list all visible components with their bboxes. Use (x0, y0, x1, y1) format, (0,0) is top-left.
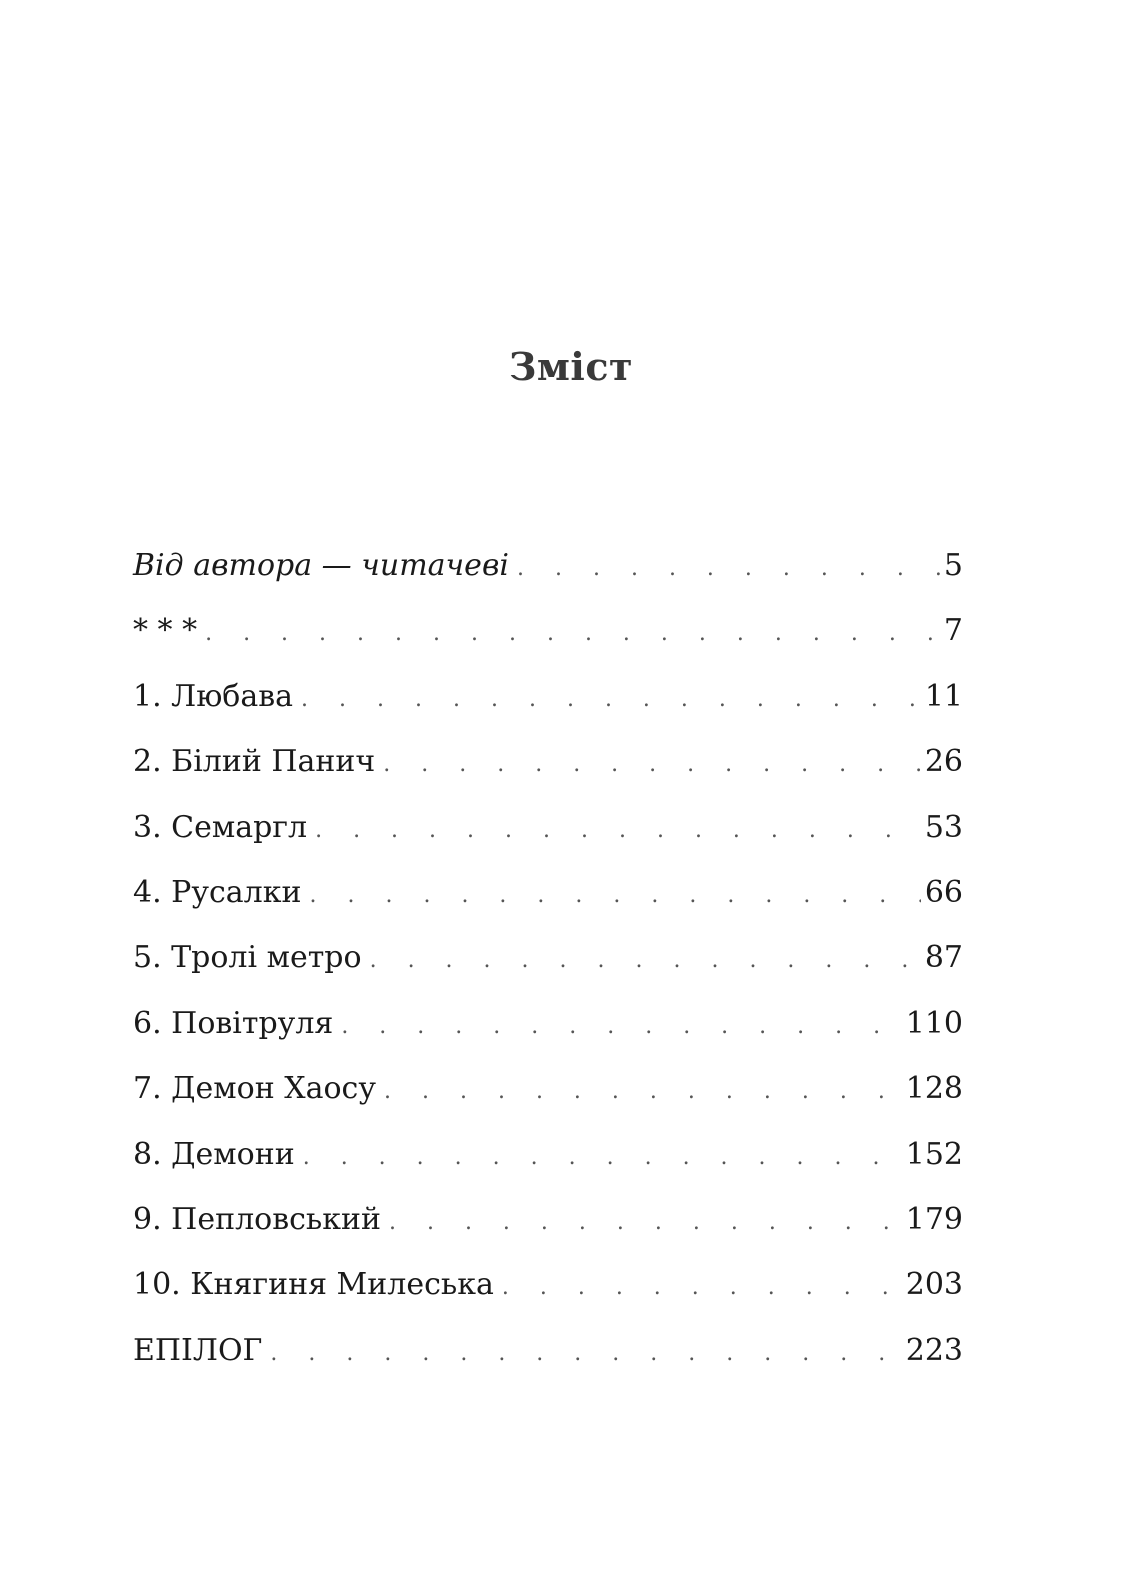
toc-entry-label: * * * (133, 613, 198, 649)
toc-entry-chapter-6[interactable] (133, 1006, 963, 1071)
toc-entry-page: 66 (924, 874, 963, 910)
toc-entry-page: 152 (905, 1136, 963, 1172)
toc-entry-page: 7 (943, 613, 963, 649)
toc-entry-page: 26 (924, 744, 963, 780)
toc-entry-page: 203 (905, 1267, 963, 1303)
toc-entry-page: 223 (905, 1332, 963, 1368)
toc-entry-page: 87 (924, 940, 963, 976)
toc-entry-epilogue[interactable] (133, 1333, 963, 1398)
toc-entry-page: 128 (905, 1071, 963, 1107)
toc-entry-page: 5 (943, 548, 963, 583)
dot-leader (303, 1145, 902, 1171)
toc-entry-label: Від автора — читачеві (133, 548, 509, 583)
dot-leader (383, 752, 921, 778)
toc-entry-page: 110 (905, 1005, 963, 1041)
toc-entry-label: 8. Демони (133, 1136, 295, 1172)
toc-entry-chapter-8[interactable] (133, 1137, 963, 1202)
dot-leader (517, 556, 940, 582)
dot-leader (270, 1341, 901, 1367)
toc-entry-chapter-2[interactable] (133, 744, 963, 809)
dot-leader (370, 948, 921, 974)
table-of-contents (133, 548, 963, 1398)
toc-entry-label: 6. Повітруля (133, 1005, 334, 1041)
toc-entry-page: 53 (924, 809, 963, 845)
toc-entry-label: 3. Семаргл (133, 809, 308, 845)
toc-entry-label: ЕПІЛОГ (133, 1332, 263, 1368)
toc-entry-chapter-3[interactable] (133, 810, 963, 875)
toc-entry-label: 10. Княгиня Милеська (133, 1267, 494, 1303)
toc-entry-label: 1. Любава (133, 678, 294, 714)
dot-leader (389, 1210, 902, 1236)
toc-entry-chapter-1[interactable] (133, 679, 963, 744)
toc-entry-chapter-5[interactable] (133, 940, 963, 1005)
toc-entry-preface[interactable] (133, 548, 963, 613)
toc-entry-chapter-7[interactable] (133, 1071, 963, 1136)
page-title: Зміст (508, 344, 634, 389)
toc-entry-page: 179 (905, 1201, 963, 1237)
dot-leader (315, 818, 921, 844)
toc-entry-chapter-9[interactable] (133, 1202, 963, 1267)
toc-entry-page: 11 (924, 678, 963, 714)
dot-leader (301, 687, 921, 713)
toc-entry-label: 2. Білий Панич (133, 744, 376, 780)
dot-leader (310, 883, 921, 909)
dot-leader (384, 1079, 902, 1105)
toc-entry-asterism[interactable] (133, 613, 963, 678)
dot-leader (205, 621, 940, 647)
toc-entry-label: 9. Пепловський (133, 1201, 381, 1237)
toc-entry-chapter-4[interactable] (133, 875, 963, 940)
toc-entry-label: 4. Русалки (133, 874, 302, 910)
toc-entry-label: 5. Тролі метро (133, 940, 362, 976)
dot-leader (502, 1275, 902, 1301)
toc-entry-chapter-10[interactable] (133, 1267, 963, 1332)
dot-leader (341, 1014, 901, 1040)
toc-entry-label: 7. Демон Хаосу (133, 1071, 376, 1107)
